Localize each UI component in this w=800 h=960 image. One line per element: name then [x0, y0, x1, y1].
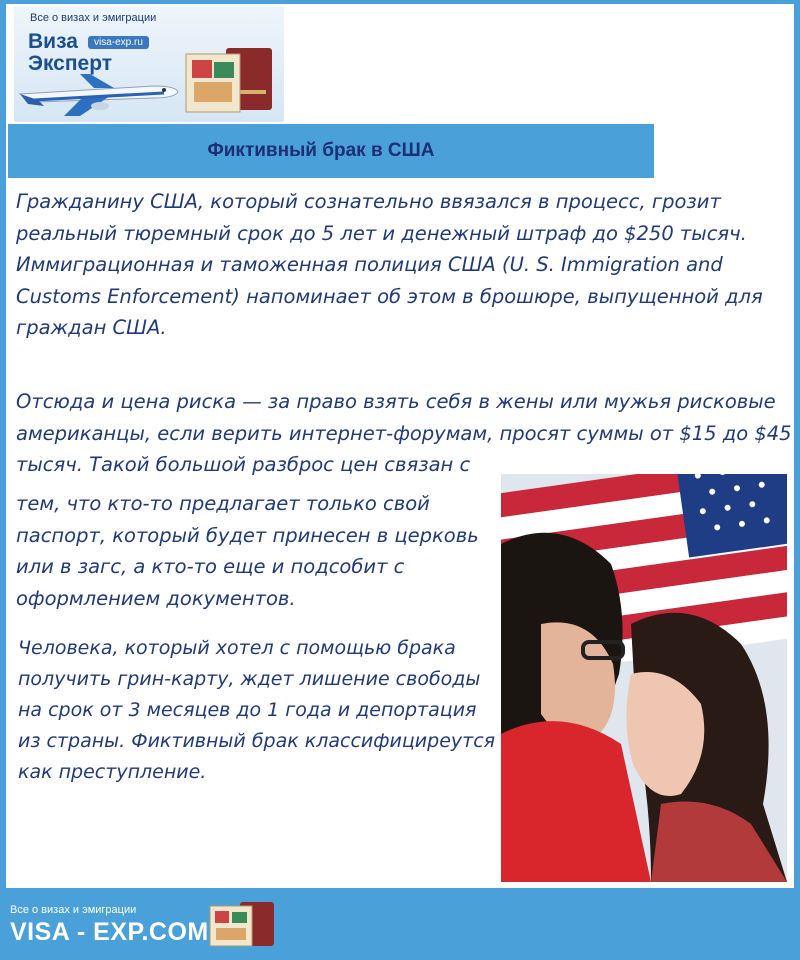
paragraph-1: Гражданину США, который сознательно ввязался в процесс, грозит реальный тюремный срок до 5 лет и денежный штраф до $250 тысяч. Иммиграционная и таможенная полиция США (U. S. Immigration and Customs Enforcement) напоминает об этом в брошюре, выпущенной для граждан США.	[16, 190, 763, 339]
footer-passports-icon	[206, 898, 278, 950]
logo-word-viza: Виза	[28, 30, 78, 53]
couple-flag-photo	[501, 474, 787, 882]
paragraph-3: тем, что кто-то предлагает только свой паспорт, который будет принесен в церковь или в загс, а кто-то еще и подсобит с оформлением документов.	[16, 492, 479, 610]
footer-brand-link[interactable]: VISA - EXP.COM	[10, 918, 209, 946]
paragraph-4: Человека, который хотел с помощью брака получить грин-карту, ждет лишение свободы на срок от 3 месяцев до 1 года и депортация из страны. Фиктивный брак классифициреутся как преступление.	[18, 637, 496, 783]
logo-word-expert: Эксперт	[28, 52, 113, 75]
paragraph-2: Отсюда и цена риска — за право взять себя в жены или мужья рисковые американцы, если верить интернет-форумам, просят суммы от $15 до $45 тысяч. Такой большой разброс цен связан с	[16, 390, 792, 476]
title-bar	[8, 124, 654, 178]
logo-url-badge: visa-exp.ru	[88, 36, 149, 49]
airplane-icon	[14, 60, 184, 120]
site-logo[interactable]	[14, 6, 284, 122]
page-title: Фиктивный брак в США	[207, 140, 435, 161]
passports-icon	[182, 40, 278, 120]
footer-tagline: Все о визах и эмиграции	[10, 904, 137, 916]
logo-tagline: Все о визах и эмиграции	[30, 12, 157, 24]
